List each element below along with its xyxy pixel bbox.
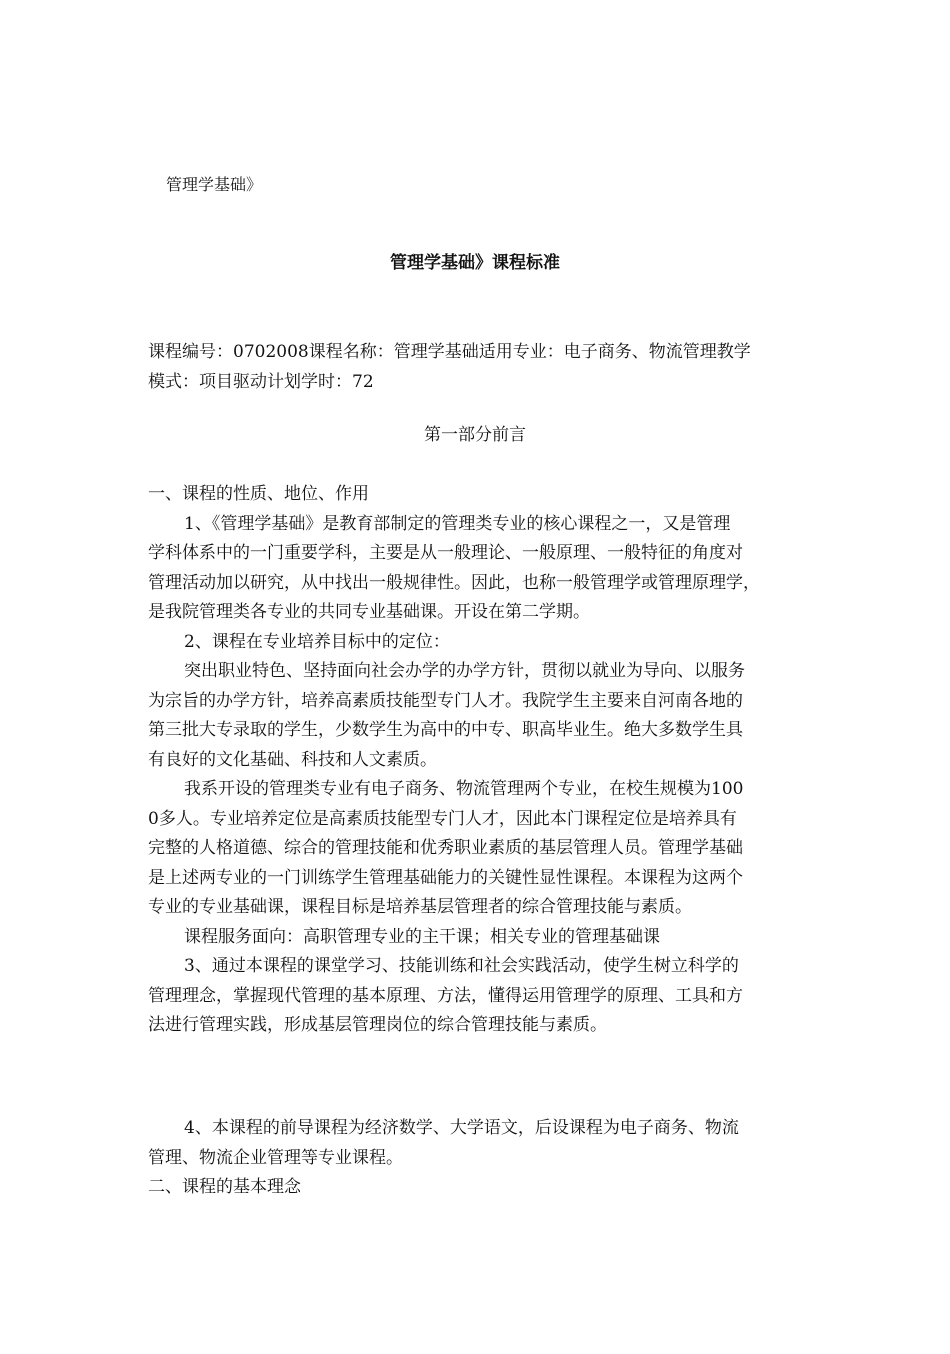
part-title: 第一部分前言 bbox=[424, 425, 526, 445]
paragraph-line: 2、课程在专业培养目标中的定位： bbox=[184, 631, 450, 652]
section-heading: 一、课程的性质、地位、作用 bbox=[148, 484, 369, 504]
document-title: 管理学基础》课程标准 bbox=[390, 253, 560, 273]
paragraph-line: 管理活动加以研究，从中找出一般规律性。因此，也称一般管理学或管理原理学， bbox=[148, 572, 760, 593]
paragraph-line: 突出职业特色、坚持面向社会办学的办学方针，贯彻以就业为导向、以服务 bbox=[184, 661, 745, 681]
paragraph-line: 课程服务面向：高职管理专业的主干课；相关专业的管理基础课 bbox=[184, 926, 660, 947]
paragraph-line: 为宗旨的办学方针，培养高素质技能型专门人才。我院学生主要来自河南各地的 bbox=[148, 690, 743, 711]
course-meta bbox=[148, 338, 808, 397]
paragraph-line: 第三批大专录取的学生，少数学生为高中的中专、职高毕业生。绝大多数学生具 bbox=[148, 720, 743, 740]
paragraph-line: 4、本课程的前导课程为经济数学、大学语文，后设课程为电子商务、物流 bbox=[184, 1118, 739, 1138]
paragraph-line: 是上述两专业的一门训练学生管理基础能力的关键性显性课程。本课程为这两个 bbox=[148, 867, 743, 888]
paragraph-line: 有良好的文化基础、科技和人文素质。 bbox=[148, 749, 437, 770]
paragraph-line: 管理、物流企业管理等专业课程。 bbox=[148, 1147, 403, 1168]
paragraph-line: 管理理念，掌握现代管理的基本原理、方法，懂得运用管理学的原理、工具和方 bbox=[148, 985, 743, 1006]
paragraph-line: 我系开设的管理类专业有电子商务、物流管理两个专业，在校生规模为100 bbox=[184, 779, 744, 799]
section-heading: 二、课程的基本理念 bbox=[148, 1177, 301, 1197]
header-note: 管理学基础》 bbox=[166, 175, 263, 194]
paragraph-line: 是我院管理类各专业的共同专业基础课。开设在第二学期。 bbox=[148, 602, 590, 622]
paragraph-line: 0多人。专业培养定位是高素质技能型专门人才，因此本门课程定位是培养具有 bbox=[148, 808, 737, 829]
section-1 bbox=[148, 480, 808, 1041]
meta-line: 模式：项目驱动计划学时：72 bbox=[148, 371, 374, 392]
paragraph-line: 学科体系中的一门重要学科，主要是从一般理论、一般原理、一般特征的角度对 bbox=[148, 543, 743, 563]
paragraph-line: 专业的专业基础课，课程目标是培养基层管理者的综合管理技能与素质。 bbox=[148, 897, 692, 917]
paragraph-line: 3、通过本课程的课堂学习、技能训练和社会实践活动，使学生树立科学的 bbox=[184, 956, 739, 976]
section-2 bbox=[148, 1114, 808, 1203]
meta-line: 课程编号：0702008课程名称：管理学基础适用专业：电子商务、物流管理教学 bbox=[148, 342, 751, 362]
paragraph-line: 完整的人格道德、综合的管理技能和优秀职业素质的基层管理人员。管理学基础 bbox=[148, 838, 743, 858]
paragraph-line: 法进行管理实践，形成基层管理岗位的综合管理技能与素质。 bbox=[148, 1015, 607, 1035]
paragraph-line: 1、《管理学基础》是教育部制定的管理类专业的核心课程之一，又是管理 bbox=[184, 513, 731, 534]
